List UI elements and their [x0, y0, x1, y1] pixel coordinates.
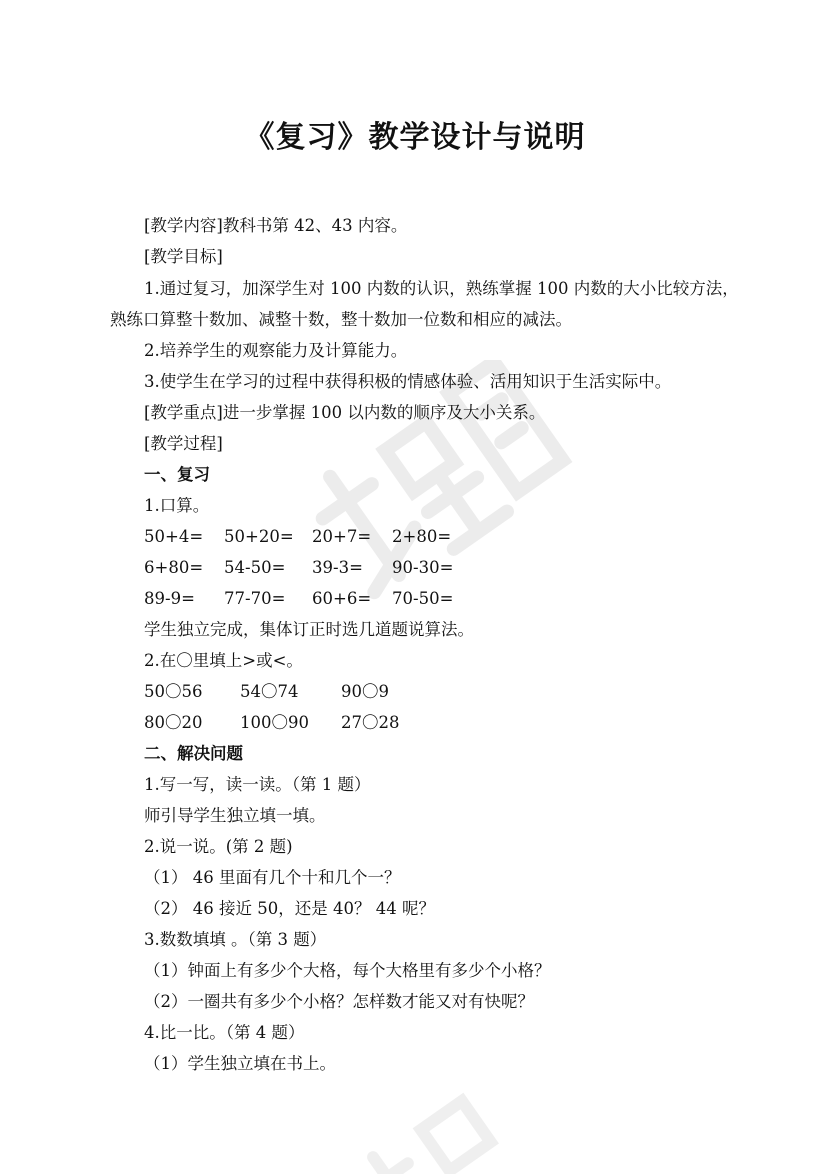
teaching-content: [教学内容]教科书第 42、43 内容。 [144, 216, 408, 235]
section-2-heading: 二、解决问题 [144, 744, 243, 763]
oral-calc-heading: 1.口算。 [144, 496, 210, 515]
section-1-heading: 一、复习 [144, 465, 210, 484]
oral-calc-item: 39-3= [312, 558, 363, 577]
oral-calc-item: 90-30= [392, 558, 454, 577]
question-4-a: （1）学生独立填在书上。 [144, 1054, 336, 1073]
oral-calc-item: 50+4= [144, 527, 204, 546]
compare-item: 90〇9 [341, 682, 389, 701]
oral-calc-item: 77-70= [224, 589, 286, 608]
compare-item: 54〇74 [240, 682, 299, 701]
question-2-a: （1） 46 里面有几个十和几个一？ [144, 868, 401, 887]
oral-calc-item: 70-50= [392, 589, 454, 608]
question-3-b: （2）一圈共有多少个小格？怎样数才能又对有快呢？ [144, 992, 534, 1011]
oral-calc-item: 89-9= [144, 589, 195, 608]
question-2-b: （2） 46 接近 50，还是 40？ 44 呢？ [144, 899, 435, 918]
goals-heading: [教学目标] [144, 247, 223, 266]
compare-heading: 2.在〇里填上>或<。 [144, 651, 303, 670]
oral-calc-note: 学生独立完成，集体订正时选几道题说算法。 [144, 620, 474, 639]
question-4: 4.比一比。（第 4 题） [144, 1023, 305, 1042]
goal-2: 2.培养学生的观察能力及计算能力。 [144, 341, 408, 360]
goal-1-line-2: 熟练口算整十数加、减整十数，整十数加一位数和相应的减法。 [110, 310, 572, 329]
question-3-a: （1）钟面上有多少个大格，每个大格里有多少个小格？ [144, 961, 551, 980]
document-title: 《复习》教学设计与说明 [244, 120, 586, 155]
compare-item: 100〇90 [240, 713, 309, 732]
compare-item: 80〇20 [144, 713, 203, 732]
watermark-fragment-icon [330, 1070, 530, 1174]
oral-calc-item: 2+80= [392, 527, 452, 546]
question-3: 3.数数填填 。（第 3 题） [144, 930, 327, 949]
key-point: [教学重点]进一步掌握 100 以内数的顺序及大小关系。 [144, 403, 546, 422]
goal-3: 3.使学生在学习的过程中获得积极的情感体验、活用知识于生活实际中。 [144, 372, 672, 391]
question-2: 2.说一说。(第 2 题) [144, 837, 293, 856]
question-1: 1.写一写，读一读。（第 1 题） [144, 775, 371, 794]
compare-item: 50〇56 [144, 682, 203, 701]
process-heading: [教学过程] [144, 434, 223, 453]
oral-calc-item: 6+80= [144, 558, 204, 577]
oral-calc-item: 60+6= [312, 589, 372, 608]
compare-item: 27〇28 [341, 713, 400, 732]
goal-1-line-1: 1.通过复习，加深学生对 100 内数的认识，熟练掌握 100 内数的大小比较方法， [144, 279, 739, 298]
question-1-note: 师引导学生独立填一填。 [144, 806, 326, 825]
oral-calc-item: 50+20= [224, 527, 294, 546]
oral-calc-item: 54-50= [224, 558, 286, 577]
oral-calc-item: 20+7= [312, 527, 372, 546]
